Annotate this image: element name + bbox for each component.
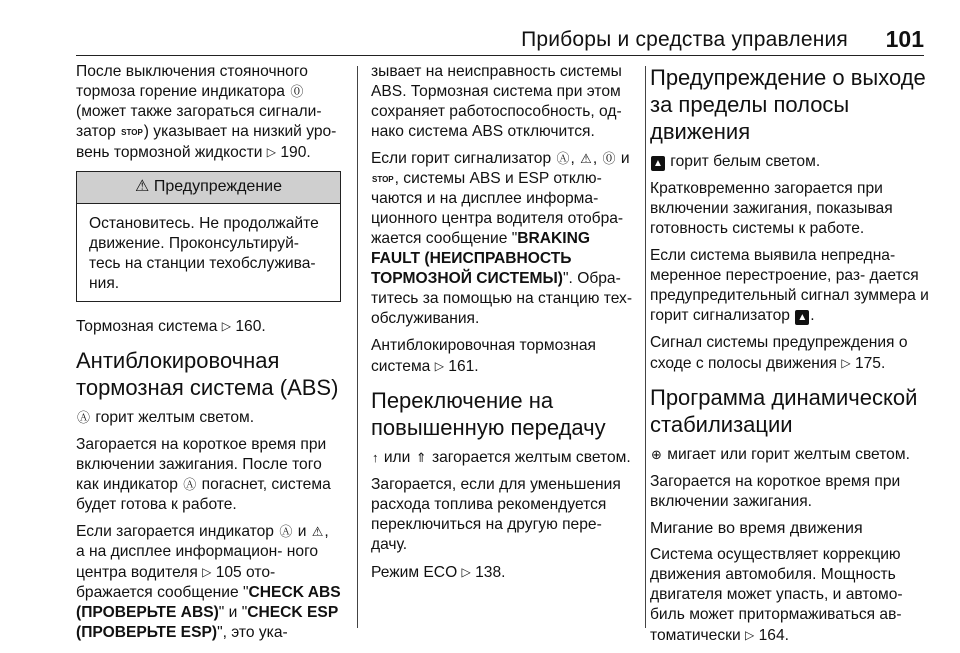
heading-esc: Программа динамической стабилизации — [650, 385, 918, 437]
paragraph-braking-fault: Если горит сигнализатор Ⓐ, ⚠, ⓪ и STOP, системы ABS и ESP отклю- чаются и на дисплее информа- ционного центра водителя отобра- жается сообщение "BRAKING FAULT (НЕИСПРАВНОСТЬ ТОРМОЗНОЙ СИСТЕМЫ)". Обра- титесь за помощью на станцию тех- обслуживания. — [371, 150, 633, 327]
page-ref-link[interactable]: 161. — [448, 358, 479, 375]
column-divider-2 — [645, 66, 646, 628]
page-number: 101 — [885, 26, 924, 52]
page-ref-link[interactable]: 164. — [758, 627, 789, 644]
shift-up-double-icon: ⇑ — [415, 450, 427, 465]
page-ref-icon: ▷ — [841, 356, 851, 370]
column-2 — [371, 62, 636, 590]
page-ref-icon: ▷ — [745, 628, 755, 642]
paragraph-lane-ref: Сигнал системы предупреждения о сходе с полосы движения ▷ 175. — [650, 334, 908, 372]
paragraph-abs-startup: Загорается на короткое время при включении зажигания. После того как индикатор Ⓐ погаснет, система будет готова к работе. — [76, 436, 331, 513]
page-ref-icon: ▷ — [434, 359, 444, 373]
stop-icon: STOP — [121, 128, 143, 137]
paragraph-lane-indicator: ▲ горит белым светом. — [653, 153, 821, 170]
paragraph-esc-startup: Загорается на короткое время при включении зажигания. — [650, 473, 901, 510]
abs-icon: Ⓐ — [183, 477, 197, 492]
esc-icon: ⊕ — [651, 447, 662, 462]
lane-departure-icon: ▲ — [653, 158, 663, 169]
page-ref-icon: ▷ — [461, 565, 471, 579]
heading-lane-departure: Предупреждение о выходе за пределы полосы движения — [650, 65, 926, 144]
page-ref-icon: ▷ — [221, 319, 231, 333]
esp-icon: ⚠ — [580, 151, 592, 166]
warning-box — [76, 171, 341, 302]
page-ref-icon: ▷ — [266, 145, 276, 159]
brake-warning-icon: ⓪ — [602, 151, 616, 166]
shift-up-icon: ↑ — [372, 450, 379, 465]
page-ref-link[interactable]: 138. — [475, 564, 506, 581]
heading-blink: Мигание во время движения — [650, 520, 863, 537]
column-3 — [650, 62, 935, 653]
paragraph-esc-correction: Система осуществляет коррекцию движения автомобиля. Мощность двигателя может упасть, и автомо- биль может притормаживаться ав- томатически ▷ 164. — [650, 546, 903, 644]
warning-triangle-icon: ⚠ — [135, 178, 150, 195]
esp-icon: ⚠ — [311, 524, 324, 539]
message-braking-fault: BRAKING FAULT (НЕИСПРАВНОСТЬ ТОРМОЗНОЙ СИСТЕМЫ) — [371, 230, 591, 287]
paragraph-lane-alert: Если система выявила непредна- меренное перестроение, раз- дается предупредительный сигнал зуммера и горит сигнализатор ▲ . — [650, 247, 929, 324]
paragraph-brake-system: Тормозная система ▷ 160. — [76, 318, 266, 335]
page-ref-link[interactable]: 190. — [280, 144, 311, 161]
header-divider — [76, 55, 924, 56]
stop-icon: STOP — [372, 175, 394, 184]
page-title: Приборы и средства управления — [521, 28, 848, 51]
abs-icon: Ⓐ — [556, 151, 570, 166]
paragraph-abs-continued: зывает на неисправность системы ABS. Тормозная система при этом сохраняет работоспособность, од- нако система ABS отключится. — [371, 63, 622, 140]
column-divider-1 — [357, 66, 358, 628]
page-ref-icon: ▷ — [202, 565, 212, 579]
warning-text: Остановитесь. Не продолжайте движение. Проконсультируй- тесь на станции техобслужива- ния. — [89, 215, 319, 292]
heading-abs: Антиблокировочная тормозная система (ABS) — [76, 348, 339, 400]
heading-shift: Переключение на повышенную передачу — [371, 388, 606, 440]
paragraph-shift-desc: Загорается, если для уменьшения расхода топлива рекомендуется переключиться на другую пере- дачу. — [371, 476, 621, 553]
page-ref-link[interactable]: 105 ото- бражается сообщение " — [76, 564, 276, 601]
paragraph-shift-indicator: ↑ или ⇑ загорается желтым светом. — [372, 449, 631, 466]
paragraph-abs-indicator: Ⓐ горит желтым светом. — [77, 409, 255, 426]
paragraph-abs-fault: Если загорается индикатор Ⓐ и ⚠, а на дисплее информацион- ного центра водителя ▷ 105 ото- бражается сообщение "CHECK ABS (ПРОВЕРЬТЕ ABS)" и "CHECK ESP (ПРОВЕРЬТЕ ESP)", это ука- — [76, 523, 341, 641]
paragraph-brake-fluid: После выключения стояночного тормоза горение индикатора ⓪ (может также загораться сигнали- затор STOP) указывает на низкий уро- вень тормозной жидкости ▷ 190. — [76, 63, 337, 161]
abs-icon: Ⓐ — [279, 524, 293, 539]
brake-warning-icon: ⓪ — [290, 84, 304, 99]
page-header — [0, 0, 960, 52]
paragraph-abs-ref: Антиблокировочная тормозная система ▷ 161. — [371, 337, 596, 375]
abs-icon: Ⓐ — [77, 410, 91, 425]
page-ref-link[interactable]: 160. — [235, 318, 266, 335]
message-check-abs: CHECK ABS (ПРОВЕРЬТЕ ABS) — [76, 584, 341, 621]
warning-header — [77, 172, 340, 204]
paragraph-eco-ref: Режим ECO ▷ 138. — [371, 564, 506, 581]
paragraph-esc-indicator: ⊕ мигает или горит желтым светом. — [651, 446, 910, 463]
paragraph-lane-startup: Кратковременно загорается при включении зажигания, показывая готовность системы к работе. — [650, 180, 893, 237]
message-check-esp: CHECK ESP (ПРОВЕРЬТЕ ESP) — [76, 604, 338, 641]
page-ref-link[interactable]: 175. — [854, 355, 886, 372]
warning-title: Предупреждение — [153, 178, 282, 195]
lane-departure-icon: ▲ — [797, 312, 808, 323]
column-1 — [76, 62, 341, 650]
